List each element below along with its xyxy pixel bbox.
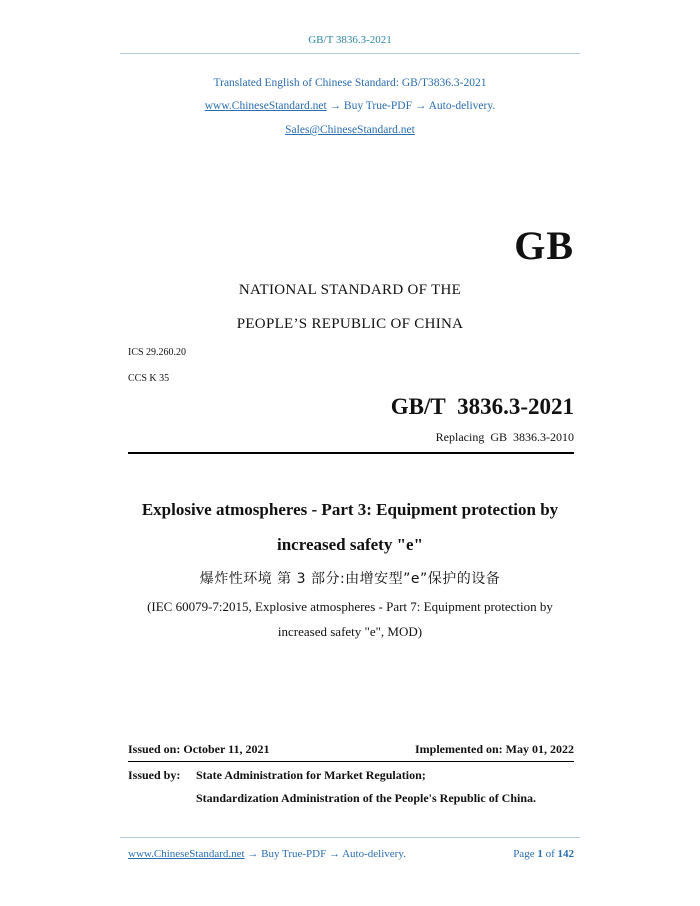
chinese-title: 爆炸性环境 第 3 部分:由增安型”e”保护的设备 bbox=[199, 571, 501, 587]
translated-label: Translated English of Chinese Standard: GB/T3836.3-2021 bbox=[213, 77, 487, 89]
page-current: 1 bbox=[537, 848, 543, 860]
title-line1: Explosive atmospheres - Part 3: Equipment protection by bbox=[141, 500, 559, 519]
buy-line bbox=[0, 100, 700, 112]
title-divider bbox=[128, 452, 574, 454]
ccs-code: CCS K 35 bbox=[128, 373, 170, 384]
page-of: of bbox=[542, 848, 558, 860]
national-standard-line1: NATIONAL STANDARD OF THE bbox=[238, 282, 462, 298]
national-standard-line2: PEOPLE’S REPUBLIC OF CHINA bbox=[236, 316, 464, 332]
issued-on: Issued on: October 11, 2021 bbox=[128, 742, 270, 756]
footer-divider bbox=[120, 837, 580, 838]
issued-by-authority-1: State Administration for Market Regulation; bbox=[196, 768, 426, 782]
email-line bbox=[0, 124, 700, 136]
issued-by-label: Issued by: bbox=[128, 768, 181, 782]
email-link[interactable]: Sales@ChineseStandard.net bbox=[285, 124, 415, 136]
page-indicator bbox=[513, 848, 574, 860]
iec-reference-line2: increased safety "e", MOD) bbox=[277, 624, 423, 639]
footer-site-link[interactable]: www.ChineseStandard.net bbox=[128, 848, 245, 860]
gb-logo: GB bbox=[514, 223, 574, 268]
page-label: Page bbox=[513, 848, 538, 860]
footer-buy-line bbox=[128, 848, 406, 860]
title-line2: increased safety "e" bbox=[276, 535, 424, 554]
implemented-on: Implemented on: May 01, 2022 bbox=[415, 742, 574, 756]
issue-divider bbox=[128, 761, 574, 762]
replacing-note: Replacing GB 3836.3-2010 bbox=[435, 430, 574, 444]
page-total: 142 bbox=[557, 848, 574, 860]
iec-reference-line1: (IEC 60079-7:2015, Explosive atmospheres - Part 7: Equipment protection by bbox=[147, 599, 553, 614]
footer-buy-suffix: → Buy True-PDF → Auto-delivery. bbox=[244, 848, 406, 860]
buy-suffix: → Buy True-PDF → Auto-delivery. bbox=[326, 100, 496, 112]
header-divider bbox=[120, 53, 580, 54]
issued-by-authority-2: Standardization Administration of the People's Republic of China. bbox=[196, 791, 537, 805]
ics-code: ICS 29.260.20 bbox=[128, 347, 187, 358]
standard-number: GB/T 3836.3-2021 bbox=[390, 394, 574, 419]
header-standard-code: GB/T 3836.3-2021 bbox=[308, 34, 392, 46]
site-link[interactable]: www.ChineseStandard.net bbox=[204, 100, 327, 112]
